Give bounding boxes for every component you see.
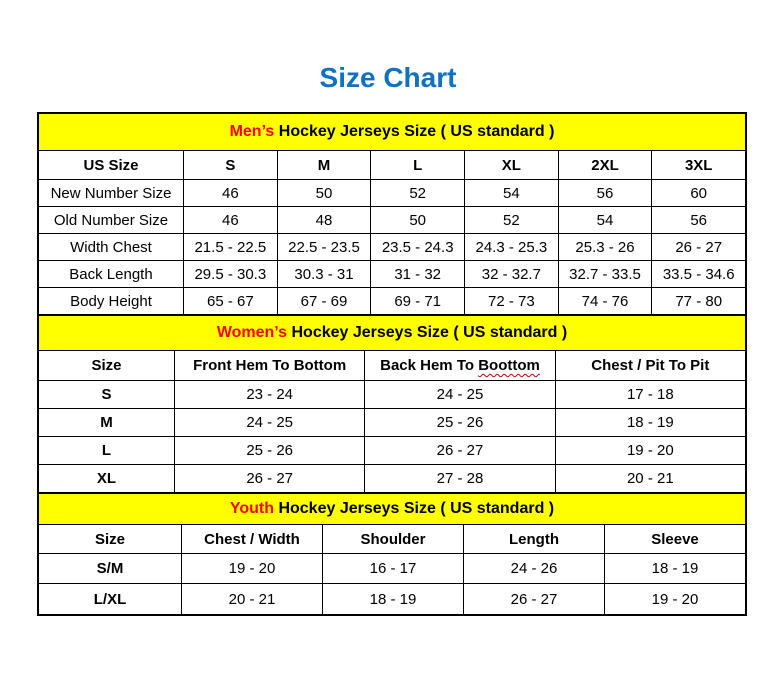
mens-col-header: XL — [465, 151, 559, 179]
table-cell: 32 - 32.7 — [465, 261, 559, 287]
mens-col-header: L — [371, 151, 465, 179]
table-cell: 26 - 27 — [365, 437, 555, 464]
table-cell: 22.5 - 23.5 — [278, 234, 372, 260]
youth-section-header — [39, 493, 745, 525]
table-cell: 77 - 80 — [675, 292, 723, 310]
row-label: S — [39, 381, 175, 408]
table-cell: 18 - 19 — [626, 414, 674, 431]
table-cell: 29.5 - 30.3 — [184, 261, 278, 287]
youth-col-header: Chest / Width — [182, 525, 323, 553]
table-cell: 52 — [371, 180, 465, 206]
table-cell: 21.5 - 22.5 — [184, 234, 278, 260]
table-cell: 56 — [559, 180, 653, 206]
table-cell: 18 - 19 — [323, 584, 464, 614]
table-cell: 30.3 - 31 — [278, 261, 372, 287]
table-cell: 19 - 20 — [626, 442, 674, 459]
row-label: Back Length — [39, 261, 184, 287]
page-title: Size Chart — [319, 62, 457, 93]
table-cell: 23 - 24 — [175, 381, 365, 408]
womens-table-row — [39, 409, 745, 437]
table-cell: 31 - 32 — [371, 261, 465, 287]
table-cell: 46 — [184, 180, 278, 206]
table-cell: 48 — [278, 207, 372, 233]
mens-col-header: M — [278, 151, 372, 179]
youth-highlight-word: Youth — [229, 500, 274, 517]
youth-table-row — [39, 584, 745, 614]
table-cell: 60 — [690, 184, 708, 202]
table-cell: 50 — [371, 207, 465, 233]
mens-table-row — [39, 234, 745, 261]
mens-table-row — [39, 180, 745, 207]
mens-header-text: Hockey Jerseys Size ( US standard ) — [274, 123, 555, 140]
size-chart-table — [37, 112, 747, 616]
youth-table-row — [39, 554, 745, 584]
table-cell: 50 — [278, 180, 372, 206]
table-cell: 19 - 20 — [651, 590, 699, 608]
womens-col-header — [365, 351, 555, 380]
table-cell: 25 - 26 — [175, 437, 365, 464]
table-cell: 54 — [559, 207, 653, 233]
mens-col-header: US Size — [39, 151, 184, 179]
table-cell: 24 - 25 — [365, 381, 555, 408]
table-cell: 26 - 27 — [464, 584, 605, 614]
table-cell: 54 — [465, 180, 559, 206]
womens-col-header-prefix: Back Hem To — [380, 357, 479, 374]
womens-table-row — [39, 381, 745, 409]
youth-header-row — [39, 525, 745, 554]
youth-col-header: Shoulder — [323, 525, 464, 553]
mens-table-row — [39, 261, 745, 288]
mens-table-row — [39, 207, 745, 234]
table-cell: 25 - 26 — [365, 409, 555, 436]
row-label: S/M — [39, 554, 182, 583]
table-cell: 33.5 - 34.6 — [662, 265, 735, 283]
womens-section-header — [39, 315, 745, 351]
womens-table-row — [39, 437, 745, 465]
table-cell: 74 - 76 — [559, 288, 653, 314]
table-cell: 32.7 - 33.5 — [559, 261, 653, 287]
table-cell: 24 - 26 — [464, 554, 605, 583]
youth-col-header: Length — [464, 525, 605, 553]
mens-col-header: S — [184, 151, 278, 179]
womens-header-row — [39, 351, 745, 381]
mens-col-header: 2XL — [559, 151, 653, 179]
row-label: L/XL — [39, 584, 182, 614]
table-cell: 67 - 69 — [278, 288, 372, 314]
row-label: New Number Size — [39, 180, 184, 206]
womens-col-header: Size — [39, 351, 175, 380]
table-cell: 18 - 19 — [651, 560, 699, 577]
womens-col-header: Chest / Pit To Pit — [591, 357, 710, 374]
row-label: Width Chest — [39, 234, 184, 260]
womens-highlight-word: Women’s — [216, 324, 288, 341]
table-cell: 46 — [184, 207, 278, 233]
row-label: L — [39, 437, 175, 464]
table-cell: 20 - 21 — [626, 470, 674, 487]
table-cell: 24 - 25 — [175, 409, 365, 436]
table-cell: 69 - 71 — [371, 288, 465, 314]
table-cell: 72 - 73 — [465, 288, 559, 314]
table-cell: 25.3 - 26 — [559, 234, 653, 260]
mens-col-header: 3XL — [684, 156, 713, 174]
youth-col-header: Sleeve — [651, 530, 699, 548]
misspelled-word: Boottom — [478, 357, 540, 374]
womens-table-row — [39, 465, 745, 493]
mens-section-header — [39, 114, 745, 151]
youth-col-header: Size — [39, 525, 182, 553]
table-cell: 65 - 67 — [184, 288, 278, 314]
table-cell: 27 - 28 — [365, 465, 555, 492]
row-label: Old Number Size — [39, 207, 184, 233]
table-cell: 26 - 27 — [675, 238, 723, 256]
table-cell: 16 - 17 — [323, 554, 464, 583]
youth-header-text: Hockey Jerseys Size ( US standard ) — [274, 500, 555, 517]
row-label: Body Height — [39, 288, 184, 314]
mens-header-row — [39, 151, 745, 180]
table-cell: 20 - 21 — [182, 584, 323, 614]
womens-col-header: Front Hem To Bottom — [175, 351, 365, 380]
table-cell: 23.5 - 24.3 — [371, 234, 465, 260]
womens-header-text: Hockey Jerseys Size ( US standard ) — [287, 324, 568, 341]
row-label: XL — [39, 465, 175, 492]
row-label: M — [39, 409, 175, 436]
table-cell: 52 — [465, 207, 559, 233]
table-cell: 56 — [690, 211, 708, 229]
table-cell: 19 - 20 — [182, 554, 323, 583]
table-cell: 24.3 - 25.3 — [465, 234, 559, 260]
table-cell: 26 - 27 — [175, 465, 365, 492]
mens-table-row — [39, 288, 745, 315]
mens-highlight-word: Men’s — [229, 123, 275, 140]
table-cell: 17 - 18 — [626, 386, 674, 403]
